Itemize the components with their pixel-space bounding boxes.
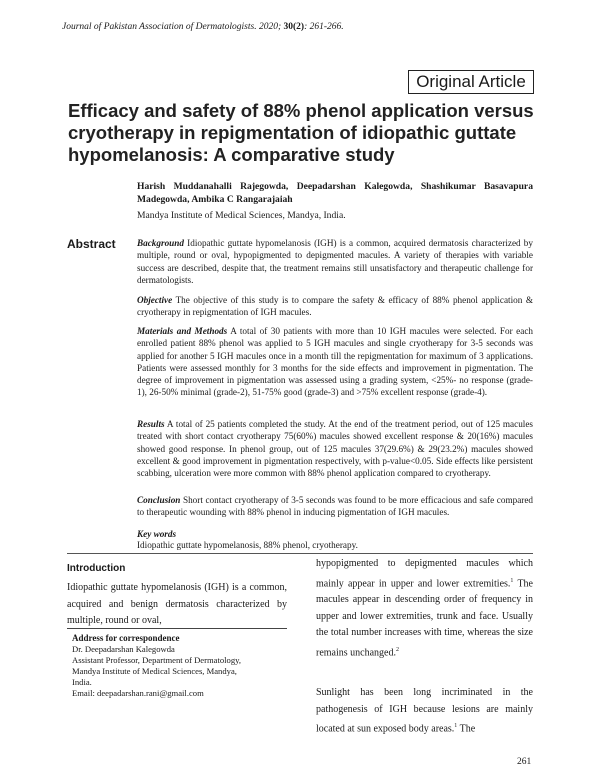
page-number: 261 [517,757,532,767]
abstract-methods: Materials and Methods A total of 30 patients with more than 10 IGH macules were selected. For each enrolled patient 88% phenol was applied to 5 IGH macules and single cryotherapy for 3-5 seconds was applied for another 5 IGH macules once in a month till the repigmentation for maximum of 3 applications. Patients were assessed monthly for 3 months for the side effects and improvement in pigmentation. The degree of improvement in pigmentation was assessed using a grading system, <25%- no response (grade-1), 26-50% minimal (grade-2), 51-75% good (grade-3) and >75% excellent response (grade-4). [137,326,534,398]
correspondence-position: Assistant Professor, Department of Dermatology, [72,655,242,665]
abstract-label: Abstract [67,237,116,251]
introduction-heading: Introduction [67,563,126,574]
keywords: Idiopathic guttate hypomelanosis, 88% phenol, cryotherapy. [137,540,358,550]
correspondence-name: Dr. Deepadarshan Kalegowda [72,644,175,654]
abstract-background: Background Idiopathic guttate hypomelanosis (IGH) is a common, acquired dermatosis characterized by multiple, round or oval, hypopigmented to depigmented macules. A variety of therapies with variable success are described, despite that, the treatment remains still unsatisfactory and therapeutic challenge for dermatologists. [137,238,533,285]
affiliation: Mandya Institute of Medical Sciences, Mandya, India. [137,210,346,221]
keywords-heading: Key words [137,529,177,539]
abstract-conclusion: Conclusion Short contact cryotherapy of 3-5 seconds was found to be more efficacious and safe compared to therapeutic wounding with 88% phenol in inducing pigmentation of IGH macules. [137,495,533,518]
correspondence-email: Email: deepadarshan.rani@gmail.com [72,688,204,698]
section-divider [67,553,533,554]
journal-citation: Journal of Pakistan Association of Dermatologists. 2020; 30(2): 261-266. [62,22,344,32]
correspondence-institute: Mandya Institute of Medical Sciences, Mandya, [72,666,237,676]
intro-left-column: Idiopathic guttate hypomelanosis (IGH) is a common, acquired and benign dermatosis characterized by multiple, round or oval, [67,582,287,626]
abstract-objective: Objective The objective of this study is to compare the safety & efficacy of 88% phenol application & cryotherapy in repigmentation of IGH macules. [137,295,533,318]
correspondence-country: India. [72,677,92,687]
article-type-badge: Original Article [408,70,534,94]
intro-right-paragraph-2: Sunlight has been long incriminated in the pathogenesis of IGH because lesions are mainly located at sun exposed body areas.$^1$ The [316,687,533,735]
intro-right-paragraph-1: hypopigmented to depigmented macules which mainly appear in upper and lower extremities.$^1$ The macules appear in descending order of frequency in upper and lower extremities, trunk and face. Usually the total number increases with time, whereas the size remains unchanged.$^2$ [316,558,533,659]
abstract-results: Results A total of 25 patients completed the study. At the end of the treatment period, out of 125 macules treated with short contact cryotherapy 75(60%) macules showed excellent response & 20(16%) macules showed good response. In phenol group, out of 125 macules 37(29.6%) & 29(23.2%) macules showed excellent & good improvement in pigmentation respectively, with p-value<0.05. Side effects like persistent scabbing, ulceration were more common with 88% phenol application compared to cryotherapy. [137,419,533,479]
author-list: Harish Muddanahalli Rajegowda, Deepadarshan Kalegowda, Shashikumar Basavapura Madegowda, Ambika C Rangarajaiah [137,181,533,205]
correspondence-box [67,628,287,699]
correspondence-heading: Address for correspondence [72,633,180,643]
paper-title: Efficacy and safety of 88% phenol application versus cryotherapy in repigmentation of idiopathic guttate hypomelanosis: A comparative study [68,100,534,165]
